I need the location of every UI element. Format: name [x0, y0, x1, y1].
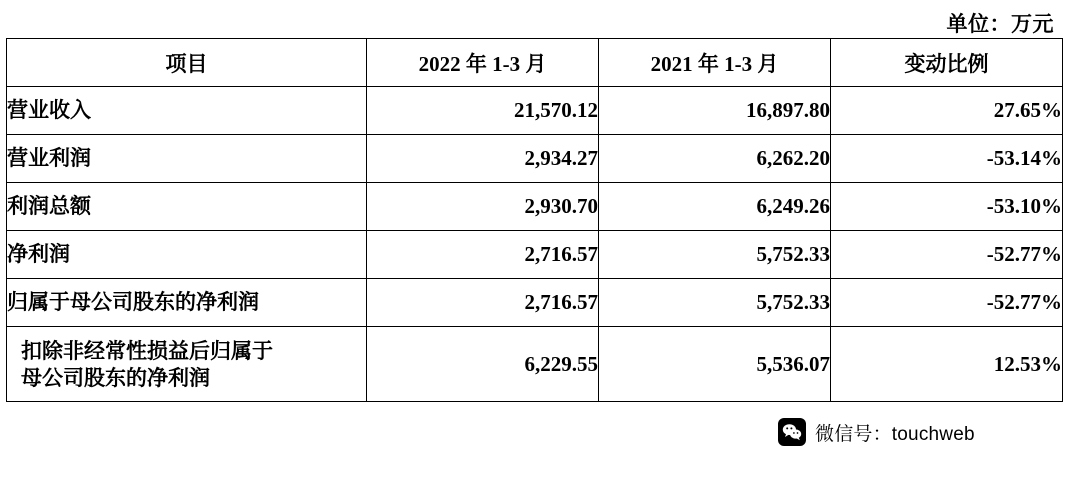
watermark-footer [778, 418, 975, 446]
cell-2021: 16,897.80 [599, 87, 831, 135]
row-label: 利润总额 [7, 183, 367, 231]
cell-2021: 6,249.26 [599, 183, 831, 231]
table-header [7, 39, 1063, 87]
financial-summary-table [6, 38, 1063, 402]
cell-2022: 6,229.55 [367, 327, 599, 402]
row-label: 归属于母公司股东的净利润 [7, 279, 367, 327]
table-row [7, 279, 1063, 327]
cell-2021: 5,536.07 [599, 327, 831, 402]
row-label-line1: 扣除非经常性损益后归属于 [21, 338, 273, 363]
wechat-icon [778, 418, 806, 446]
cell-change: -52.77% [831, 279, 1063, 327]
cell-2021: 6,262.20 [599, 135, 831, 183]
cell-change: 12.53% [831, 327, 1063, 402]
table-row [7, 183, 1063, 231]
row-label [7, 327, 367, 402]
table-header-row [7, 39, 1063, 87]
table-row [7, 231, 1063, 279]
column-header-2022: 2022 年 1-3 月 [367, 39, 599, 87]
cell-2022: 2,934.27 [367, 135, 599, 183]
row-label-line2: 母公司股东的净利润 [21, 366, 210, 390]
table-body [7, 87, 1063, 402]
cell-2021: 5,752.33 [599, 279, 831, 327]
table-row [7, 135, 1063, 183]
row-label: 营业利润 [7, 135, 367, 183]
table-row [7, 327, 1063, 402]
column-header-change: 变动比例 [831, 39, 1063, 87]
cell-2022: 2,930.70 [367, 183, 599, 231]
row-label: 营业收入 [7, 87, 367, 135]
wechat-id-text: 微信号：touchweb [815, 423, 975, 445]
column-header-item: 项目 [7, 39, 367, 87]
cell-change: 27.65% [831, 87, 1063, 135]
cell-2022: 21,570.12 [367, 87, 599, 135]
table-row [7, 87, 1063, 135]
cell-change: -53.14% [831, 135, 1063, 183]
column-header-2021: 2021 年 1-3 月 [599, 39, 831, 87]
cell-2022: 2,716.57 [367, 231, 599, 279]
row-label: 净利润 [7, 231, 367, 279]
cell-2021: 5,752.33 [599, 231, 831, 279]
cell-change: -53.10% [831, 183, 1063, 231]
cell-change: -52.77% [831, 231, 1063, 279]
unit-note: 单位：万元 [946, 12, 1054, 36]
cell-2022: 2,716.57 [367, 279, 599, 327]
